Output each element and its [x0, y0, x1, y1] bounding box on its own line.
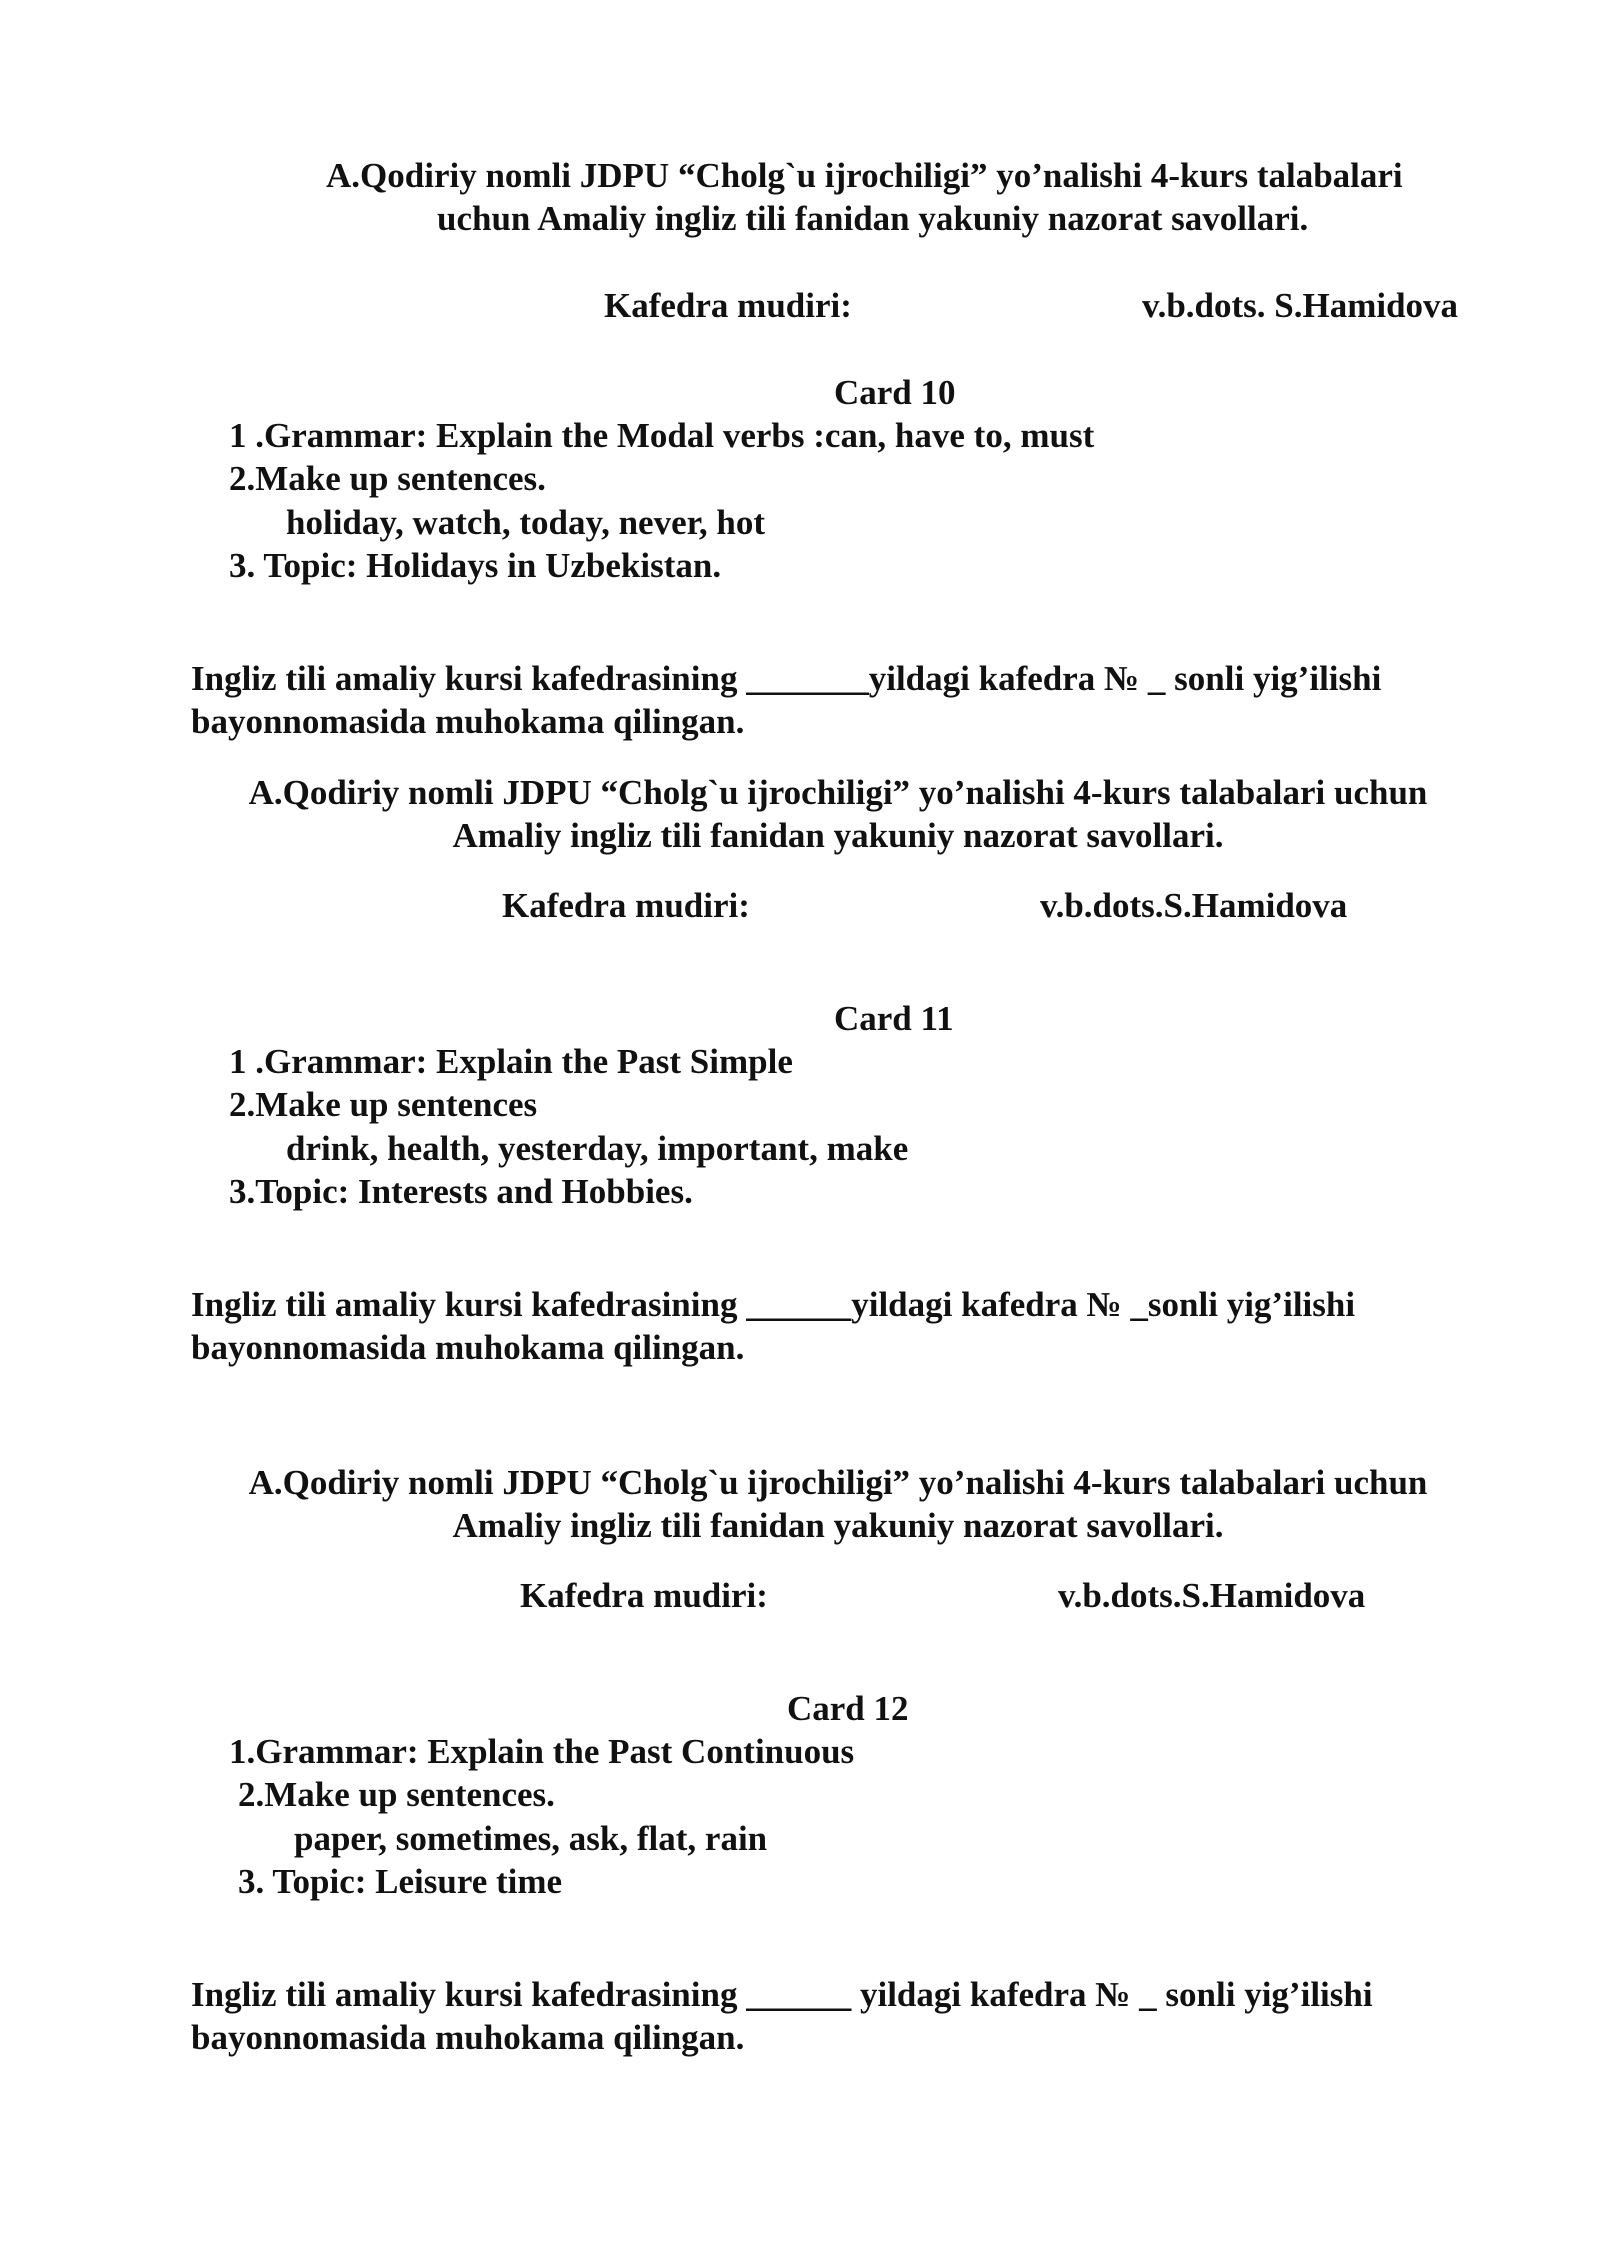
card-11-title: Card 11	[834, 999, 954, 1038]
card-12-header-line-2: Amaliy ingliz tili fanidan yakuniy nazorat savollari.	[452, 1506, 1224, 1545]
card-12-footer-line-1: Ingliz tili amaliy kursi kafedrasining ______ yildagi kafedra № _ sonli yig’ilishi	[191, 1975, 1373, 2014]
card-10-question-2: 2.Make up sentences.	[229, 459, 546, 498]
card-11-footer-line-2: bayonnomasida muhokama qilingan.	[191, 1328, 745, 1367]
card-10-footer-line-2: bayonnomasida muhokama qilingan.	[191, 702, 745, 741]
card-12-question-2: 2.Make up sentences.	[238, 1775, 555, 1814]
card-12-header-line-1: A.Qodiriy nomli JDPU “Cholg`u ijrochiligi” yo’nalishi 4-kurs talabalari uchun	[248, 1463, 1428, 1502]
card-12-word-list: paper, sometimes, ask, flat, rain	[294, 1819, 768, 1858]
card-12-footer-line-2: bayonnomasida muhokama qilingan.	[191, 2018, 745, 2057]
card-10-head-label: Kafedra mudiri:	[604, 286, 852, 325]
card-11-word-list: drink, health, yesterday, important, make	[286, 1129, 909, 1168]
card-10-footer-line-1: Ingliz tili amaliy kursi kafedrasining _______yildagi kafedra № _ sonli yig’ilishi	[191, 659, 1382, 698]
card-12-title: Card 12	[787, 1689, 909, 1728]
card-11-head-name: v.b.dots.S.Hamidova	[1040, 886, 1348, 925]
card-11-question-1: 1 .Grammar: Explain the Past Simple	[229, 1042, 793, 1081]
card-12-head-label: Kafedra mudiri:	[520, 1576, 768, 1615]
card-10-head-name: v.b.dots. S.Hamidova	[1142, 286, 1459, 325]
card-10-question-3: 3. Topic: Holidays in Uzbekistan.	[229, 546, 722, 585]
card-12-question-3: 3. Topic: Leisure time	[238, 1862, 563, 1901]
card-11-footer-line-1: Ingliz tili amaliy kursi kafedrasining ______yildagi kafedra № _sonli yig’ilishi	[191, 1285, 1356, 1324]
card-10-question-1: 1 .Grammar: Explain the Modal verbs :can, have to, must	[229, 416, 1095, 455]
card-11-header-line-2: Amaliy ingliz tili fanidan yakuniy nazorat savollari.	[452, 816, 1224, 855]
card-10-header-line-1: A.Qodiriy nomli JDPU “Cholg`u ijrochiligi” yo’nalishi 4-kurs talabalari	[326, 156, 1403, 195]
card-12-question-1: 1.Grammar: Explain the Past Continuous	[229, 1732, 855, 1771]
card-11-question-3: 3.Topic: Interests and Hobbies.	[229, 1172, 693, 1211]
card-11-header-line-1: A.Qodiriy nomli JDPU “Cholg`u ijrochiligi” yo’nalishi 4-kurs talabalari uchun	[248, 773, 1428, 812]
card-11-question-2: 2.Make up sentences	[229, 1085, 538, 1124]
card-11-head-label: Kafedra mudiri:	[502, 886, 750, 925]
card-12-head-name: v.b.dots.S.Hamidova	[1058, 1576, 1366, 1615]
card-10-word-list: holiday, watch, today, never, hot	[286, 503, 766, 542]
card-10-header-line-2: uchun Amaliy ingliz tili fanidan yakuniy nazorat savollari.	[437, 199, 1309, 238]
card-10-title: Card 10	[834, 373, 956, 412]
